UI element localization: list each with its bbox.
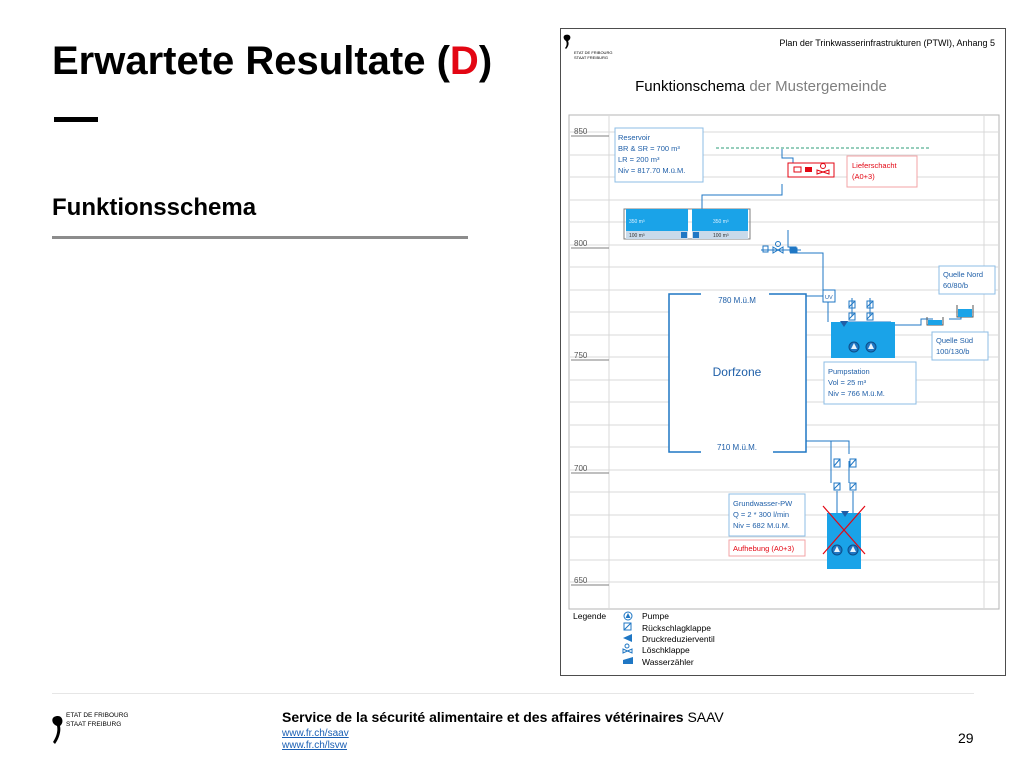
pumpstation-niv: Niv = 766 M.ü.M. bbox=[828, 389, 885, 398]
legend-label-wasserzaehler: Wasserzähler bbox=[642, 657, 694, 667]
reservoir-title: Reservoir bbox=[618, 133, 651, 142]
sheet-title bbox=[635, 78, 887, 95]
grundwasser-niv: Niv = 682 M.ü.M. bbox=[733, 521, 790, 530]
quelle-sued-flow: 100/130/b bbox=[936, 347, 970, 356]
reservoir-niv: Niv = 817.70 M.ü.M. bbox=[618, 166, 686, 175]
pumpstation-title: Pumpstation bbox=[828, 367, 870, 376]
axis-label-700: 700 bbox=[574, 464, 588, 473]
quelle-nord-flow: 60/80/b bbox=[943, 281, 969, 290]
dorfzone-bottom-level: 710 M.ü.M. bbox=[716, 443, 758, 452]
axis-label-800: 800 bbox=[574, 239, 588, 248]
legend-title: Legende bbox=[573, 611, 607, 621]
footer-link-saav[interactable]: www.fr.ch/saav bbox=[282, 728, 349, 739]
legend-label-druckreduzierventil: Druckreduzierventil bbox=[642, 634, 715, 644]
grundwasser-flow: Q = 2 * 300 l/min bbox=[733, 510, 790, 519]
pressure-reducer-icon bbox=[623, 634, 632, 642]
slide-title-letter: D bbox=[449, 39, 479, 83]
legend-label-pumpe: Pumpe bbox=[642, 611, 669, 621]
tank-2-volume: 350 m³ bbox=[713, 219, 729, 225]
lieferschacht-valves bbox=[788, 163, 834, 177]
sheet-logo bbox=[564, 35, 613, 60]
grundwasser-title: Grundwasser-PW bbox=[733, 499, 793, 508]
lieferschacht-code: (A0+3) bbox=[852, 172, 875, 181]
quelle-sued-title: Quelle Süd bbox=[936, 336, 974, 345]
footer-org-name: Service de la sécurité alimentaire et des affaires vétérinaires bbox=[282, 709, 684, 725]
reservoir-br-sr: BR & SR = 700 m³ bbox=[618, 144, 680, 153]
fribourg-comma-logo-icon bbox=[52, 716, 62, 744]
aufhebung-label: Aufhebung (A0+3) bbox=[733, 544, 795, 553]
slide-title bbox=[52, 38, 492, 84]
footer-link-lsvw[interactable]: www.fr.ch/lsvw bbox=[282, 740, 348, 751]
slide-title-text: Erwartete Resultate ( bbox=[52, 39, 450, 83]
dorfzone-top-level: 780 M.ü.M bbox=[718, 296, 756, 305]
function-schema-sheet bbox=[560, 28, 1006, 676]
reservoir-lr: LR = 200 m³ bbox=[618, 155, 660, 164]
footer-org bbox=[282, 709, 724, 725]
grundwasser-well bbox=[823, 506, 865, 569]
sheet-logo-line2: STAAT FREIBURG bbox=[574, 55, 609, 60]
section-rule bbox=[52, 236, 468, 239]
sheet-logo-line1: ETAT DE FRIBOURG bbox=[574, 50, 613, 55]
tank-1-volume: 350 m³ bbox=[629, 219, 645, 225]
uv-label: UV bbox=[825, 295, 833, 301]
dorfzone-name: Dorfzone bbox=[712, 365, 762, 379]
check-valve-icon bbox=[624, 623, 631, 630]
tank-1-reserve: 100 m³ bbox=[629, 233, 645, 239]
pumpstation-tank bbox=[831, 321, 895, 358]
footer-logo bbox=[52, 711, 152, 747]
slide-title-close: ) bbox=[478, 39, 493, 83]
section-title: Funktionsschema bbox=[52, 194, 257, 221]
footer-logo-line1: ETAT DE FRIBOURG bbox=[66, 712, 129, 719]
footer-rule bbox=[52, 693, 974, 694]
page-number: 29 bbox=[958, 730, 974, 746]
axis-label-750: 750 bbox=[574, 351, 588, 360]
reservoir-tanks bbox=[624, 209, 750, 239]
pumpstation-volume: Vol = 25 m³ bbox=[828, 378, 867, 387]
water-meter-icon bbox=[623, 657, 633, 664]
axis-label-850: 850 bbox=[574, 127, 588, 136]
legend-label-loeschklappe: Löschklappe bbox=[642, 645, 690, 655]
footer-logo-line2: STAAT FREIBURG bbox=[66, 721, 122, 728]
axis-label-650: 650 bbox=[574, 576, 588, 585]
sheet-header: Plan der Trinkwasserinfrastrukturen (PTWI), Anhang 5 bbox=[779, 38, 995, 48]
sheet-title-sub: der Mustergemeinde bbox=[745, 78, 887, 95]
title-dash bbox=[54, 117, 98, 122]
pump-icon bbox=[624, 612, 632, 620]
lieferschacht-title: Lieferschacht bbox=[852, 161, 897, 170]
fire-valve-icon bbox=[623, 644, 632, 653]
tank-2-reserve: 100 m³ bbox=[713, 233, 729, 239]
quelle-nord-title: Quelle Nord bbox=[943, 270, 984, 279]
footer-org-abbr: SAAV bbox=[683, 709, 724, 725]
sheet-title-main: Funktionschema bbox=[635, 78, 746, 95]
legend-label-rueckschlagklappe: Rückschlagklappe bbox=[642, 623, 711, 633]
